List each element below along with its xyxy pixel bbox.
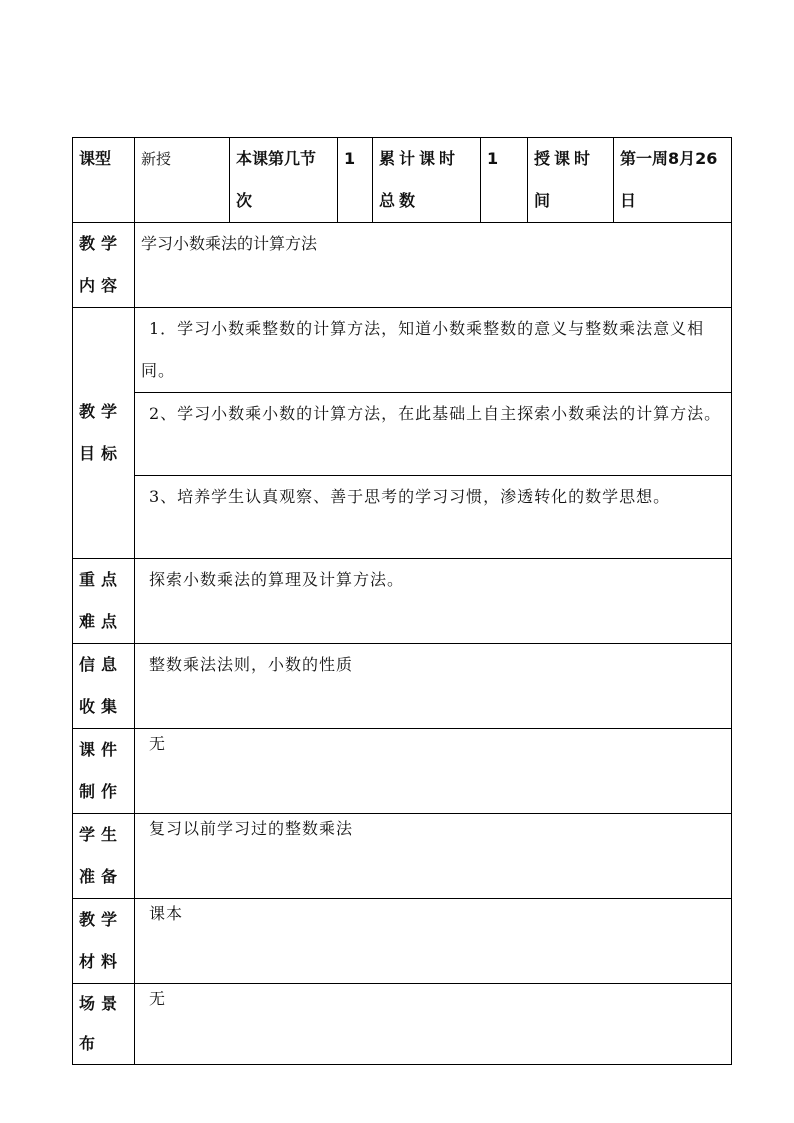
course-type-label: 课型 [73, 138, 135, 223]
content-value: 学习小数乘法的计算方法 [135, 223, 732, 308]
content-row [73, 223, 732, 308]
courseware-label: 课件制作 [73, 729, 135, 814]
total-lessons-value: 1 [481, 138, 528, 223]
content-label: 教学内容 [73, 223, 135, 308]
goal-row-2 [73, 393, 732, 476]
key-points-label: 重点难点 [73, 559, 135, 644]
key-points-row [73, 559, 732, 644]
student-prep-value: 复习以前学习过的整数乘法 [135, 814, 732, 899]
total-lessons-label: 累计课时总数 [373, 138, 481, 223]
goal-item: 1．学习小数乘整数的计算方法，知道小数乘整数的意义与整数乘法意义相同。 [135, 308, 732, 393]
goal-item: 2、学习小数乘小数的计算方法，在此基础上自主探索小数乘法的计算方法。 [135, 393, 732, 476]
student-prep-row [73, 814, 732, 899]
lesson-number-value: 1 [338, 138, 373, 223]
material-label: 教学材料 [73, 899, 135, 984]
material-row [73, 899, 732, 984]
info-label: 信息收集 [73, 644, 135, 729]
courseware-value: 无 [135, 729, 732, 814]
lesson-plan-table [72, 137, 732, 1065]
student-prep-label: 学生准备 [73, 814, 135, 899]
header-row [73, 138, 732, 223]
key-points-value: 探索小数乘法的算理及计算方法。 [135, 559, 732, 644]
course-type-value: 新授 [135, 138, 230, 223]
teaching-time-value: 第一周8月26日 [614, 138, 732, 223]
scene-row [73, 984, 732, 1065]
info-row [73, 644, 732, 729]
scene-label: 场景布 [73, 984, 135, 1065]
scene-value: 无 [135, 984, 732, 1065]
goals-label: 教学目标 [73, 308, 135, 559]
lesson-number-label: 本课第几节次 [230, 138, 338, 223]
material-value: 课本 [135, 899, 732, 984]
goal-row-3 [73, 476, 732, 559]
goal-item: 3、培养学生认真观察、善于思考的学习习惯，渗透转化的数学思想。 [135, 476, 732, 559]
info-value: 整数乘法法则，小数的性质 [135, 644, 732, 729]
teaching-time-label: 授课时间 [528, 138, 614, 223]
courseware-row [73, 729, 732, 814]
goal-row-1 [73, 308, 732, 393]
